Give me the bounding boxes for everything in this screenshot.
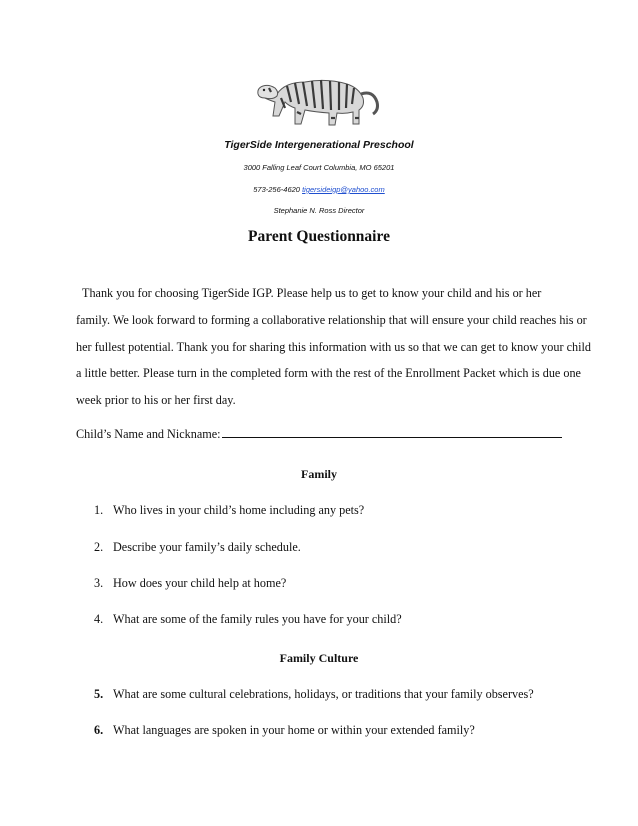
question-number: 5.	[94, 687, 104, 701]
intro-line: a little better. Please turn in the completed form with the rest of the Enrollment Packet which is due one	[76, 366, 581, 380]
intro-line: family. We look forward to forming a collaborative relationship that will ensure your child reaches his or	[76, 313, 587, 327]
child-name-field[interactable]	[76, 425, 562, 442]
intro-line: her fullest potential. Thank you for sharing this information with us so that we can get to know your child	[76, 340, 591, 354]
child-name-input-line[interactable]	[222, 425, 562, 438]
question-item	[94, 612, 402, 627]
question-number: 1.	[94, 503, 104, 517]
question-item	[94, 576, 286, 591]
question-item	[94, 687, 534, 702]
question-number: 3.	[94, 576, 104, 590]
school-email-link[interactable]: tigersideigp@yahoo.com	[302, 185, 385, 194]
question-item	[94, 540, 301, 555]
question-text: What languages are spoken in your home or within your extended family?	[113, 723, 475, 737]
school-contact	[0, 185, 638, 194]
question-text: Who lives in your child’s home including any pets?	[113, 503, 365, 517]
question-text: Describe your family’s daily schedule.	[113, 540, 301, 554]
question-item	[94, 503, 364, 518]
tiger-logo-icon	[255, 68, 385, 132]
section-heading-family: Family	[301, 467, 337, 481]
page-title: Parent Questionnaire	[248, 228, 390, 245]
school-name: TigerSide Intergenerational Preschool	[224, 139, 414, 151]
intro-line: week prior to his or her first day.	[76, 393, 236, 407]
school-address: 3000 Falling Leaf Court Columbia, MO 65201	[243, 163, 395, 172]
question-text: How does your child help at home?	[113, 576, 287, 590]
school-phone: 573-256-4620	[253, 185, 300, 194]
school-director: Stephanie N. Ross Director	[273, 206, 365, 215]
intro-line: Thank you for choosing TigerSide IGP. Please help us to get to know your child and his or her	[82, 286, 542, 300]
question-item	[94, 723, 475, 738]
question-text: What are some cultural celebrations, holidays, or traditions that your family observes?	[113, 687, 534, 701]
question-number: 2.	[94, 540, 104, 554]
child-name-label: Child’s Name and Nickname:	[76, 427, 221, 441]
question-number: 4.	[94, 612, 104, 626]
question-text: What are some of the family rules you have for your child?	[113, 612, 402, 626]
section-heading-family-culture: Family Culture	[279, 651, 359, 665]
question-number: 6.	[94, 723, 104, 737]
